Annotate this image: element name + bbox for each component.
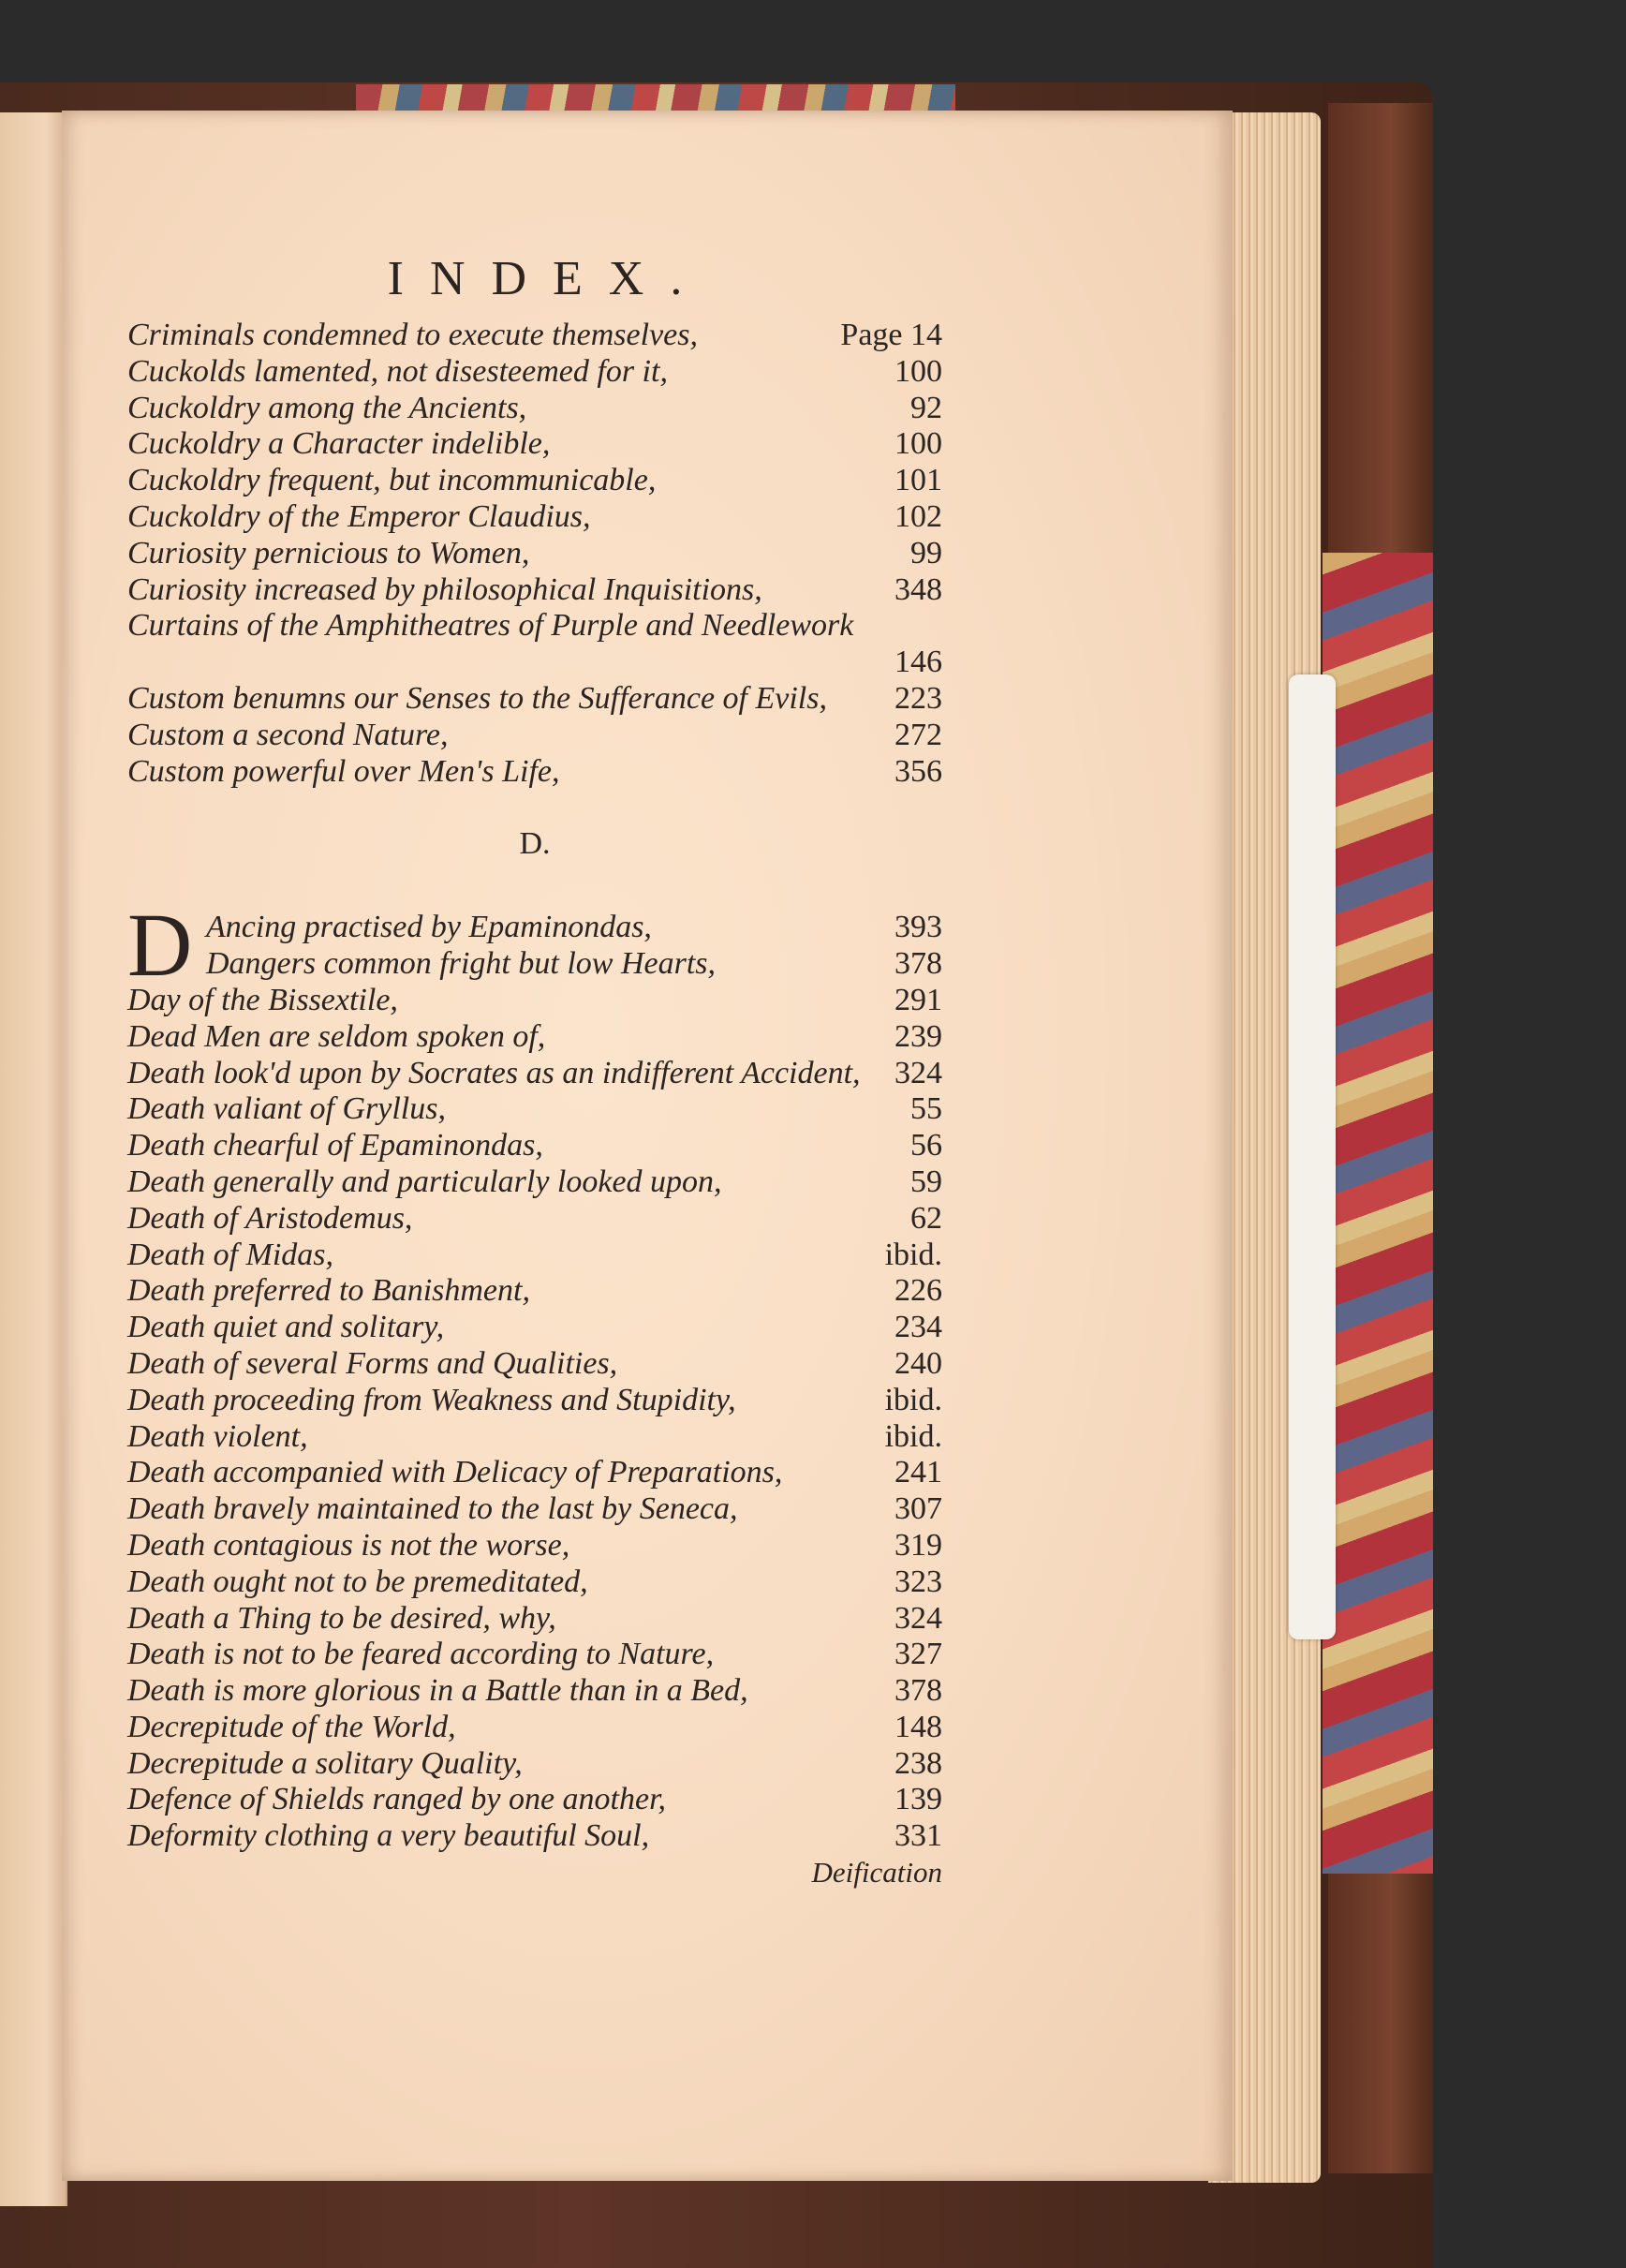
entry-page-number: 272 [894,717,942,752]
index-entry [127,426,942,463]
index-entry [127,1818,942,1855]
entry-text: Death valiant of Gryllus, [127,1091,446,1127]
index-entry [206,946,942,983]
entry-page-number: ibid. [884,1418,942,1454]
entry-text: Deformity clothing a very beautiful Soul, [127,1818,650,1854]
entry-text: Ancing practised by Epaminondas, [206,910,652,945]
entry-page-number: 56 [910,1128,942,1164]
entry-page-number: 323 [894,1564,942,1599]
entry-text: Dangers common fright but low Hearts, [206,946,716,982]
entry-page-number: 55 [910,1091,942,1127]
entry-text: Death is more glorious in a Battle than in a Bed, [127,1673,748,1709]
entry-page-number: 324 [894,1055,942,1090]
section-letter-d: D. [519,826,551,862]
entry-text: Death ought not to be premeditated, [127,1564,588,1599]
entry-page-number: ibid. [884,1382,942,1417]
index-page [62,111,1233,2181]
entry-page-number: Page 14 [840,318,942,352]
entry-page-number: 324 [894,1600,942,1636]
page-heading: INDEX. [387,252,709,305]
index-entry [206,910,942,946]
c-entries-list [127,318,942,790]
index-entry [127,983,942,1019]
entry-page-number: 393 [894,910,942,945]
entry-page-number: 356 [894,753,942,789]
entry-page-number: 348 [894,571,942,607]
index-entry [127,499,942,536]
index-entry [127,354,942,391]
index-entry [127,391,942,427]
entry-page-number: 378 [894,1673,942,1709]
drop-cap-letter: D [127,895,193,996]
entry-text: Death quiet and solitary, [127,1310,445,1345]
index-entry [127,1091,942,1128]
entry-text: Death bravely maintained to the last by Seneca, [127,1491,738,1527]
entry-page-number: 99 [910,535,942,571]
entry-page-number: 241 [894,1455,942,1490]
index-entry [127,754,942,791]
entry-text: Death of several Forms and Qualities, [127,1345,618,1381]
entry-text: Curiosity increased by philosophical Inquisitions, [127,571,762,607]
entry-text: Cuckoldry of the Emperor Claudius, [127,498,591,534]
entry-page-number: 223 [894,680,942,716]
entry-page-number: 307 [894,1491,942,1527]
entry-page-number: 146 [894,645,942,680]
entry-text: Criminals condemned to execute themselves, [127,318,698,352]
entry-page-number: 148 [894,1709,942,1744]
index-entry [127,536,942,572]
entry-page-number: 226 [894,1273,942,1309]
index-entry [127,1673,942,1710]
entry-page-number: 240 [894,1345,942,1381]
index-entry [127,1383,942,1419]
entry-text: Decrepitude of the World, [127,1709,456,1744]
index-entry [127,681,942,718]
entry-page-number: 239 [894,1018,942,1054]
entry-text: Death chearful of Epaminondas, [127,1128,543,1164]
entry-page-number: 101 [894,463,942,498]
index-entry [127,1564,942,1601]
d-entries-list [127,983,942,1855]
entry-page-number: 234 [894,1310,942,1345]
entry-text: Curtains of the Amphitheatres of Purple and Needlework [127,608,854,644]
entry-text: Death accompanied with Delicacy of Preparations, [127,1455,783,1490]
entry-text: Death of Midas, [127,1237,334,1272]
entry-text: Death proceeding from Weakness and Stupidity, [127,1382,736,1417]
marbled-cover-edge [1323,553,1433,1874]
entry-text: Cuckoldry frequent, but incommunicable, [127,463,657,498]
entry-text: Death a Thing to be desired, why, [127,1600,556,1636]
index-entry [127,463,942,499]
index-entry [127,1019,942,1056]
index-entry [127,1273,942,1310]
index-entry [127,645,942,681]
index-entry [127,318,942,354]
entry-text: Decrepitude a solitary Quality, [127,1745,523,1781]
entry-text: Day of the Bissextile, [127,982,398,1017]
entry-text: Defence of Shields ranged by one another, [127,1782,667,1817]
leather-corner-bottom [1328,1874,1433,2173]
entry-page-number: 62 [910,1200,942,1236]
d-opening-entries [127,895,942,996]
index-entry [127,1746,942,1783]
leather-corner-top [1328,103,1433,553]
entry-page-number: 378 [894,946,942,982]
entry-text: Death preferred to Banishment, [127,1273,530,1309]
entry-text: Curiosity pernicious to Women, [127,535,530,571]
index-entry [127,1782,942,1818]
entry-page-number: 59 [910,1164,942,1199]
entry-text: Death of Aristodemus, [127,1200,413,1236]
index-entry [127,572,942,609]
entry-text: Dead Men are seldom spoken of, [127,1018,546,1054]
entry-page-number: 100 [894,353,942,389]
index-entry [127,1491,942,1528]
index-entry [127,1346,942,1383]
index-entry [127,608,942,645]
entry-page-number: 319 [894,1527,942,1563]
entry-text: Cuckolds lamented, not disesteemed for it, [127,353,668,389]
index-entry [127,1201,942,1238]
entry-text: Custom powerful over Men's Life, [127,753,560,789]
entry-page-number: 291 [894,982,942,1017]
entry-page-number: 100 [894,426,942,462]
entry-page-number: 92 [910,390,942,425]
index-entry [127,1528,942,1564]
entry-text: Death contagious is not the worse, [127,1527,570,1563]
index-entry [127,1601,942,1638]
index-entry [127,718,942,754]
catchword: Deification [811,1856,942,1890]
entry-text: Death look'd upon by Socrates as an indifferent Accident, [127,1055,861,1090]
entry-text: Death violent, [127,1418,308,1454]
index-entry [127,1056,942,1092]
entry-text: Cuckoldry a Character indelible, [127,426,551,462]
entry-page-number: 327 [894,1637,942,1672]
entry-page-number: 139 [894,1782,942,1817]
entry-text: Cuckoldry among the Ancients, [127,390,527,425]
entry-text: Death generally and particularly looked upon, [127,1164,722,1199]
index-entry [127,1310,942,1346]
entry-page-number: 238 [894,1745,942,1781]
index-entry [127,1128,942,1164]
index-entry [127,1710,942,1746]
entry-text: Custom a second Nature, [127,717,449,752]
entry-text: Death is not to be feared according to Nature, [127,1637,715,1672]
index-entry [127,1164,942,1201]
entry-page-number: 102 [894,498,942,534]
index-entry [127,1419,942,1456]
bookmark-slip [1289,674,1336,1639]
facing-page-edge [0,112,67,2206]
index-entry [127,1238,942,1274]
index-text-block [127,246,942,1890]
index-entry [127,1637,942,1673]
entry-page-number: ibid. [884,1237,942,1272]
entry-page-number: 331 [894,1818,942,1854]
entry-text: Custom benumns our Senses to the Sufferance of Evils, [127,680,827,716]
index-entry [127,1455,942,1491]
